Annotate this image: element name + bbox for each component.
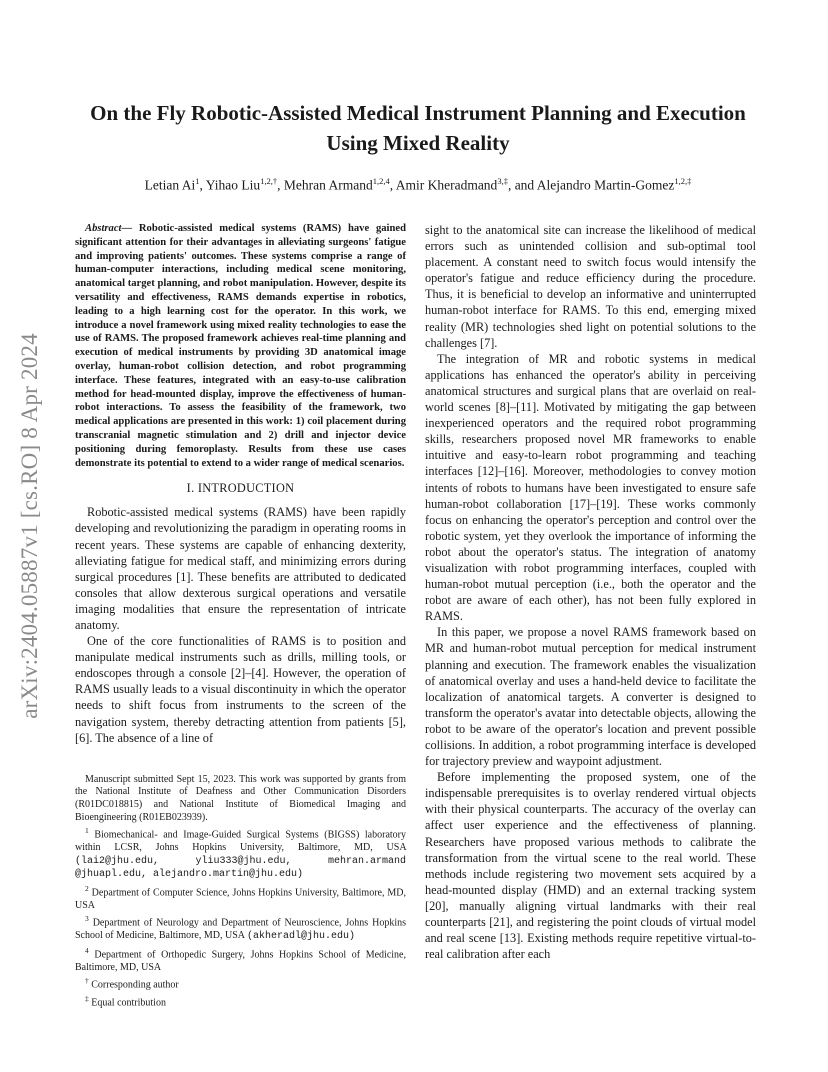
body-paragraph: In this paper, we propose a novel RAMS framework based on MR and human-robot mutual perception for medical instrument planning and execution. The framework enables the visualization of anatomical overlay and uses a hand-held device to facilitate the localization of anatomical targets. A converter is designed to transform the operator's avatar into detectable objects, allowing the robot to be aware of the operator's location and prevent possible collisions. In addition, a robot programming interface is developed for trajectory preview and waypoint adjustment. — [425, 625, 756, 769]
right-column — [425, 222, 756, 962]
footnote-emails: (lai2@jhu.edu, yliu333@jhu.edu, mehran.armand @jhuapl.edu, alejandro.martin@jhu.edu) — [75, 855, 406, 881]
author-affiliation-mark: 1,2,‡ — [674, 176, 692, 186]
footnote-affiliation-4 — [75, 945, 406, 975]
body-paragraph: sight to the anatomical site can increase the likelihood of medical errors such as unintended collision and sub-optimal tool placement. A constant need to switch focus would intensify the operator's fatigue and reduce efficiency during the procedure. Thus, it is beneficial to develop an informative and uninterrupted human-robot interface for RAMS. To this end, emerging mixed reality (MR) technologies shed light on potential solutions to the challenges [7]. — [425, 223, 756, 350]
author-affiliation-mark: 1 — [195, 176, 200, 186]
footnote-mark: 4 — [85, 945, 89, 955]
abstract-text: Robotic-assisted medical systems (RAMS) have gained significant attention for their advantages in alleviating surgeons' fatigue and improving patients' outcomes. These systems comprise a range of human-computer interactions, including medical scene monitoring, anatomical target planning, and robot manipulation. However, despite its versatility and effectiveness, RAMS demands expertise in robotics, leading to a high learning cost for the operator. In this work, we introduce a novel framework using mixed reality technologies to ease the use of RAMS. The proposed framework achieves real-time planning and execution of medical instruments by providing 3D anatomical image overlay, human-robot collision detection, and robot programming interface. These features, integrated with an easy-to-use calibration method for head-mounted display, improve the effectiveness of human-robot interactions. To assess the feasibility of the framework, two medical applications are presented in this work: 1) coil placement during transcranial magnetic stimulation and 2) drill and injector device positioning during femoroplasty. Results from these use cases demonstrate its potential to extend to a wider range of medical scenarios. — [75, 223, 406, 469]
footnote-affiliation-2 — [75, 883, 406, 913]
body-paragraph: One of the core functionalities of RAMS is to position and manipulate medical instruments such as drills, milling tools, or endoscopes through a console [2]–[4]. However, the operation of RAMS usually leads to a visual discontinuity in which the operator needs to shift focus from instruments to the screen of the navigation system, thereby detracting attention from patients [5], [6]. The absence of a line of — [75, 634, 406, 745]
footnote-equal-contribution — [75, 993, 406, 1010]
section-heading-introduction: I. INTRODUCTION — [186, 481, 295, 496]
abstract: Abstract— Robotic-assisted medical systems (RAMS) have gained significant attention for their advantages in alleviating surgeons' fatigue and improving patients' outcomes. These systems comprise a range of human-computer interactions, including medical scene monitoring, anatomical target planning, and robot manipulation. However, despite its versatility and effectiveness, RAMS demands expertise in robotics, leading to a high learning cost for the operator. In this work, we introduce a novel framework using mixed reality technologies to ease the use of RAMS. The proposed framework achieves real-time planning and execution of medical instruments by providing 3D anatomical image overlay, human-robot collision detection, and robot programming interface. These features, integrated with an easy-to-use calibration method for head-mounted display, improve the effectiveness of human-robot interactions. To assess the feasibility of the framework, two medical applications are presented in this work: 1) coil placement during transcranial magnetic stimulation and 2) drill and injector device positioning during femoroplasty. Results from these use cases demonstrate its potential to extend to a wider range of medical scenarios. — [75, 223, 406, 469]
author-affiliation-mark: 3,‡ — [497, 176, 508, 186]
footnote-affiliation-1 — [75, 825, 406, 882]
footnote-mark: 2 — [85, 883, 89, 893]
author-name: Letian Ai — [144, 177, 196, 193]
footnote-text: Equal contribution — [91, 997, 166, 1009]
arxiv-identifier-stamp — [18, 292, 42, 760]
footnote-corresponding — [75, 975, 406, 992]
abstract-label: Abstract — [85, 223, 122, 234]
footnote-mark: 1 — [85, 826, 89, 836]
author-name: Yihao Liu — [205, 177, 261, 193]
footnote-mark: 3 — [85, 914, 89, 924]
body-paragraph: Robotic-assisted medical systems (RAMS) have been rapidly developing and revolutionizing the paradigm in operating rooms in recent years. These systems are capable of enhancing dexterity, alleviating fatigue for medical staff, and minimizing errors during surgical procedures [1]. These benefits are attributed to dedicated consoles that allow dexterous surgical operations and versatile imaging modalities that ensure the representation of intricate anatomy. — [75, 505, 406, 632]
body-paragraph: The integration of MR and robotic systems in medical applications has enhanced the operator's ability in perceiving anatomical structures and surgical plans that are overlaid on real-world scenes [8]–[11]. Motivated by mitigating the gap between inexperienced operators and the required robot programming skills, researchers proposed novel MR frameworks to enable intuitive and easy-to-learn robot programming and teaching interfaces [12]–[16]. Moreover, methodologies to convey motion intents of robots to humans have been investigated to ensure safe human-robot collaboration [17]–[19]. These works commonly focus on enhancing the operator's perception and control over the robotic system, yet they overlook the importance of informing the robot about the operator's status. The integration of anatomy visualization with robot programming interfaces, coupled with human-robot mutual perception (i.e., both the operator and the robot are aware of each other), has not been fully explored in RAMS. — [425, 351, 756, 624]
footnote-email: (akheradl@jhu.edu) — [246, 931, 355, 943]
footnote-mark: † — [85, 976, 89, 986]
footnote-text: Corresponding author — [91, 979, 179, 991]
left-column — [75, 222, 406, 1011]
footnote-mark: ‡ — [85, 994, 89, 1004]
author-affiliation-mark: 1,2,† — [260, 176, 278, 186]
footnote-text: Biomechanical- and Image-Guided Surgical Systems (BIGSS) laboratory within LCSR, Johns Hopkins University, Baltimore, MD, USA — [75, 829, 406, 854]
footnote-manuscript: Manuscript submitted Sept 15, 2023. This work was supported by grants from the National Institute of Deafness and Other Communication Disorders (R01DC018815) and National Institute of Biomedical Imaging and Bioengineering (R01EB023939). — [75, 773, 406, 823]
footnote-text: Department of Computer Science, Johns Hopkins University, Baltimore, MD, USA — [75, 887, 406, 911]
paper-title: On the Fly Robotic-Assisted Medical Instrument Planning and Execution Using Mixed Reality — [90, 101, 746, 155]
author-name: Mehran Armand — [283, 177, 373, 193]
footnotes — [75, 774, 406, 1010]
footnote-affiliation-3 — [75, 913, 406, 944]
author-list: Letian Ai$^1$, Yihao Liu$^{1,2,\dagger}$, Mehran Armand$^{1,2,4}$, Amir Kheradmand$^{3,\ddagger}$, and Alejandro Martin-Gomez$^{1,2,\ddagger}$ — [144, 176, 692, 193]
author-name: Amir Kheradmand — [395, 177, 498, 193]
body-paragraph: Before implementing the proposed system, one of the indispensable prerequisites is to overlay rendered virtual objects with their physical counterparts. The accuracy of the overlay can affect user experience and the effectiveness of planning. Researchers have proposed various methods to calibrate the transformation from the virtual scene to the real world. These methods include registering two movement sets acquired by a head-mounted display (HMD) and an external tracking system [20], manually aligning virtual landmarks with their real counterparts [21], and registering the point clouds of virtual model and real scene [13]. Existing methods require repetitive virtual-to-real calibration after each — [425, 770, 756, 962]
author-affiliation-mark: 1,2,4 — [372, 176, 390, 186]
arxiv-identifier-text: arXiv:2404.05887v1 [cs.RO] 8 Apr 2024 — [17, 333, 42, 719]
footnote-text: Department of Orthopedic Surgery, Johns Hopkins School of Medicine, Baltimore, MD, USA — [75, 949, 406, 973]
footnote-text: Department of Neurology and Department of Neuroscience, Johns Hopkins School of Medicine, Baltimore, MD, USA — [75, 917, 406, 942]
author-name: and Alejandro Martin-Gomez — [514, 177, 675, 193]
